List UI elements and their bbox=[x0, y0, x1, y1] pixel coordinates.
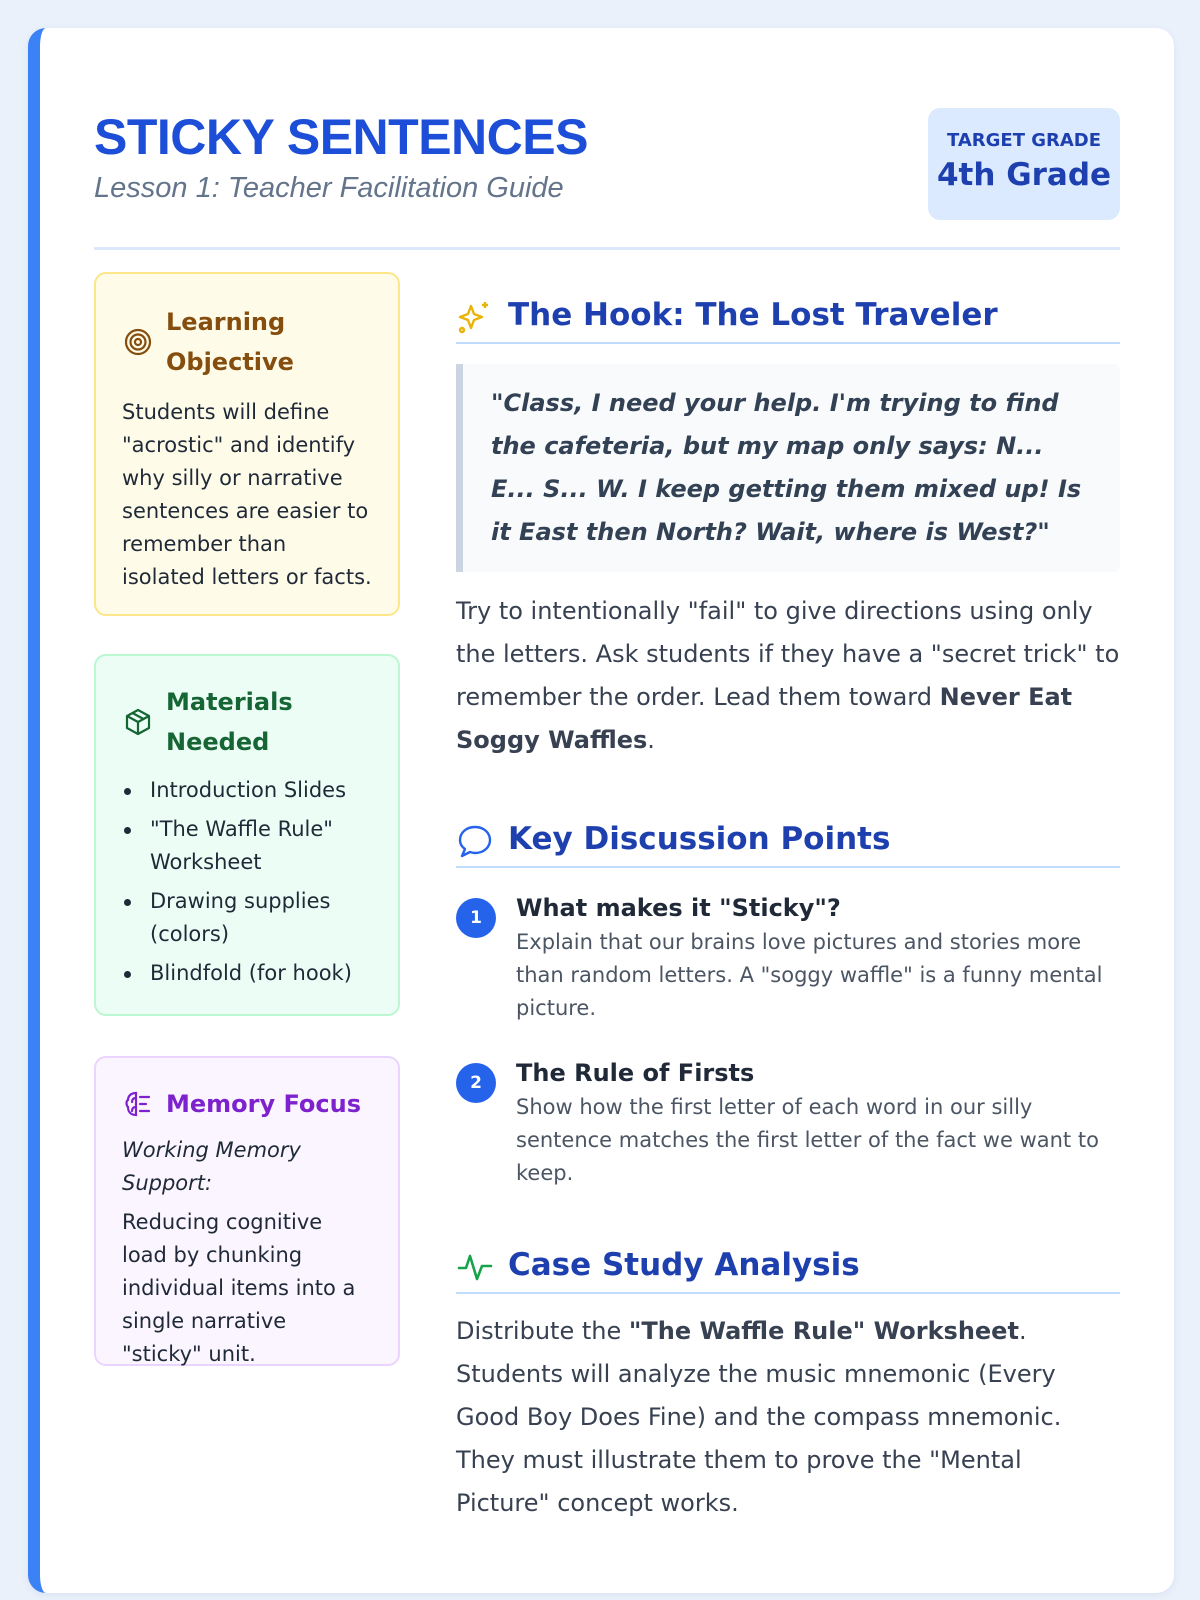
case-text-end: . Students will analyze the music mnemonic (Every Good Boy Does Fine) and the compass mnemonic. They must illustrate them to prove the "Mental Picture" concept works. bbox=[456, 1317, 1062, 1517]
memory-header bbox=[122, 1084, 372, 1124]
discussion-title: Key Discussion Points bbox=[508, 821, 891, 857]
box-icon bbox=[122, 706, 154, 738]
discussion-point bbox=[456, 1055, 1120, 1190]
grade-label: TARGET GRADE bbox=[946, 130, 1102, 151]
case-text: Distribute the bbox=[456, 1317, 629, 1345]
target-icon bbox=[122, 326, 154, 358]
point-title: What makes it "Sticky"? bbox=[516, 894, 841, 922]
point-number: 2 bbox=[456, 1063, 496, 1103]
point-text: Explain that our brains love pictures and stories more than random letters. A "soggy waffle" is a funny mental picture. bbox=[516, 930, 1103, 1020]
pulse-icon bbox=[456, 1248, 494, 1286]
case-title: Case Study Analysis bbox=[508, 1247, 860, 1283]
point-number: 1 bbox=[456, 898, 496, 938]
list-item: "The Waffle Rule" Worksheet bbox=[122, 813, 372, 879]
page-subtitle: Lesson 1: Teacher Facilitation Guide bbox=[94, 172, 564, 204]
learning-objective-box bbox=[94, 272, 400, 616]
hook-text: Try to intentionally "fail" to give directions using only the letters. Ask students if they have a "secret trick" to remember the order. Lead them toward bbox=[456, 597, 1120, 711]
list-item: Blindfold (for hook) bbox=[122, 957, 372, 990]
materials-header bbox=[122, 682, 372, 762]
objective-text: Students will define "acrostic" and identify why silly or narrative sentences are easier to remember than isolated letters or facts. bbox=[122, 400, 372, 589]
objective-title: Learning Objective bbox=[166, 308, 294, 376]
case-paragraph bbox=[456, 1310, 1120, 1525]
case-worksheet: "The Waffle Rule" Worksheet bbox=[628, 1317, 1019, 1345]
case-header bbox=[456, 1244, 1120, 1294]
sparkles-icon bbox=[456, 298, 494, 336]
objective-header bbox=[122, 302, 372, 382]
hook-mnemonic: Never Eat Soggy Waffles bbox=[456, 683, 1073, 754]
hook-section bbox=[456, 294, 1120, 762]
lesson-card bbox=[28, 28, 1174, 1593]
header bbox=[94, 80, 1120, 250]
case-study-section bbox=[456, 1244, 1120, 1525]
point-title: The Rule of Firsts bbox=[516, 1059, 755, 1087]
hook-paragraph bbox=[456, 590, 1120, 762]
hook-quote: "Class, I need your help. I'm trying to find the cafeteria, but my map only says: N... E... S... W. I keep getting them mixed up! Is it East then North? Wait, where is West?" bbox=[456, 364, 1120, 572]
hook-header bbox=[456, 294, 1120, 344]
brain-icon bbox=[122, 1088, 154, 1120]
memory-subtitle: Working Memory Support: bbox=[122, 1138, 301, 1195]
memory-focus-box bbox=[94, 1056, 400, 1366]
materials-title: Materials Needed bbox=[166, 688, 293, 756]
materials-list bbox=[122, 774, 372, 990]
discussion-section bbox=[456, 818, 1120, 1220]
point-text: Show how the first letter of each word in our silly sentence matches the first letter of the fact we want to keep. bbox=[516, 1095, 1099, 1185]
discussion-point bbox=[456, 890, 1120, 1025]
grade-value: 4th Grade bbox=[936, 157, 1112, 193]
memory-title: Memory Focus bbox=[166, 1090, 361, 1118]
page-title: STICKY SENTENCES bbox=[94, 109, 588, 165]
memory-text: Reducing cognitive load by chunking individual items into a single narrative "sticky" unit. bbox=[122, 1210, 356, 1366]
list-item: Drawing supplies (colors) bbox=[122, 885, 372, 951]
discussion-points bbox=[456, 890, 1120, 1190]
list-item: Introduction Slides bbox=[122, 774, 372, 807]
grade-badge bbox=[928, 108, 1120, 220]
hook-text-end: . bbox=[647, 726, 655, 754]
speech-bubble-icon bbox=[456, 822, 494, 860]
discussion-header bbox=[456, 818, 1120, 868]
hook-title: The Hook: The Lost Traveler bbox=[508, 297, 998, 333]
materials-box bbox=[94, 654, 400, 1016]
